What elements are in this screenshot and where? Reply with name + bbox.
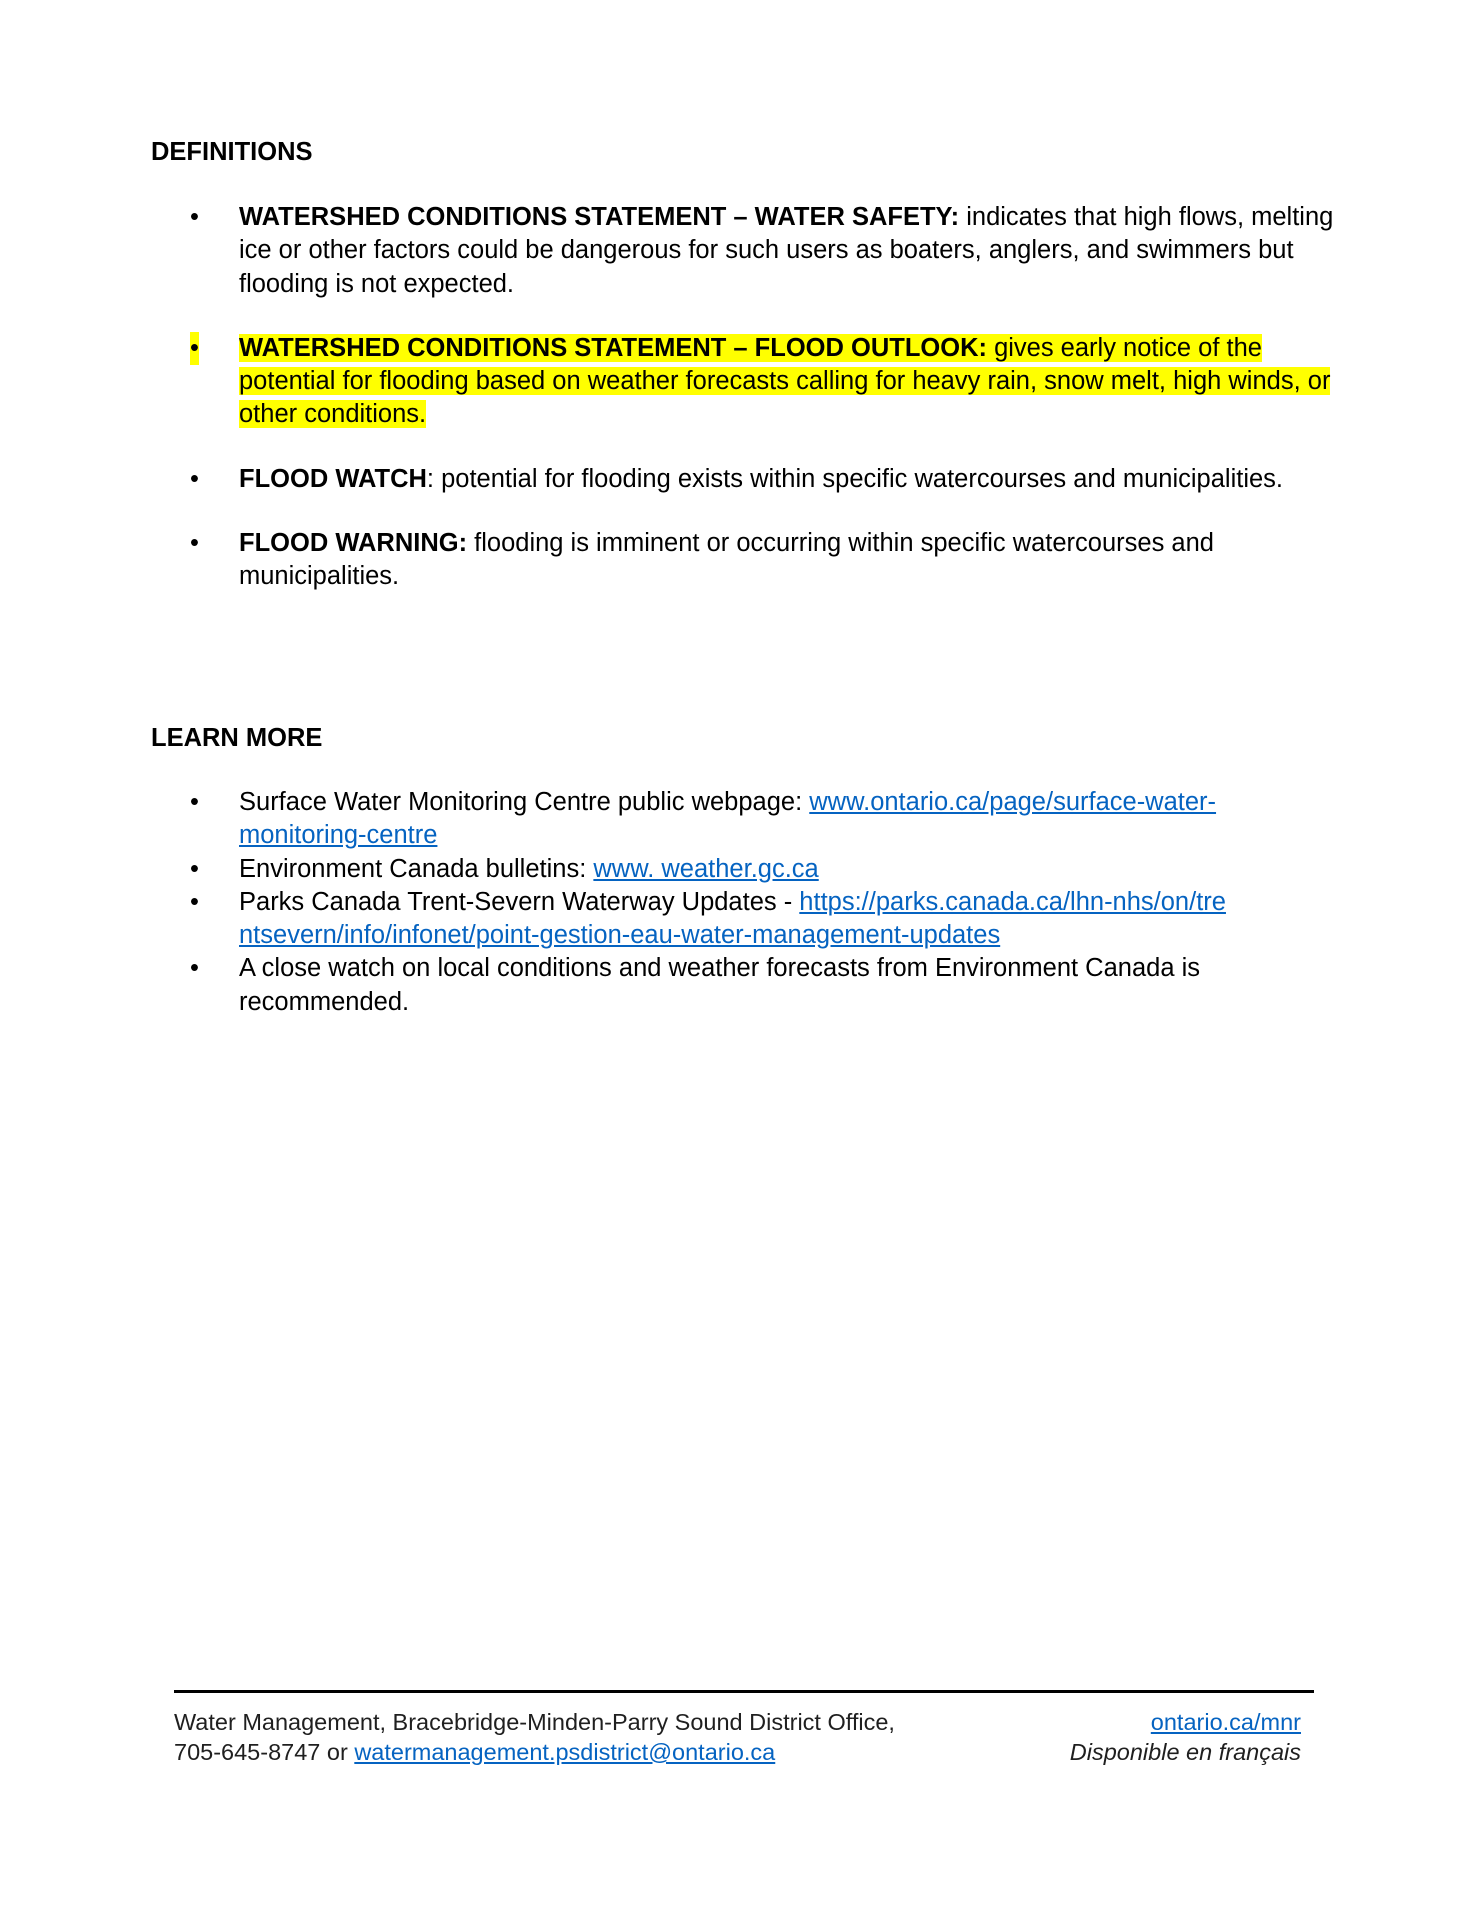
learn-more-text: A close watch on local conditions and weather forecasts from Environment Canada is recommended. [239, 954, 1201, 1016]
bullet-icon: • [190, 332, 199, 365]
footer-office: Water Management, Bracebridge-Minden-Parry Sound District Office, [174, 1709, 895, 1735]
parks-canada-link[interactable]: https://parks.canada.ca/lhn-nhs/on/trentsevern/info/infonet/point-gestion-eau-water-management-updates [239, 887, 1226, 950]
footer-site [1070, 1707, 1301, 1767]
definition-item-flood-outlook [151, 332, 1341, 432]
learn-more-text: Parks Canada Trent-Severn Waterway Updates - [239, 887, 800, 916]
definition-item-flood-watch [151, 463, 1341, 496]
bullet-icon: • [190, 887, 199, 916]
weather-gc-link[interactable]: www. weather.gc.ca [593, 854, 819, 883]
learn-more-text: Environment Canada bulletins: [239, 854, 594, 883]
definition-term: FLOOD WARNING: [239, 529, 468, 558]
footer-divider [174, 1690, 1314, 1693]
definition-item-water-safety [151, 201, 1341, 301]
footer-phone: 705-645-8747 or [174, 1739, 355, 1765]
footer-french-note: Disponible en français [1069, 1739, 1301, 1765]
footer-phone-line [174, 1737, 895, 1767]
bullet-icon: • [190, 529, 199, 558]
learn-more-heading: LEARN MORE [151, 724, 323, 752]
definition-item-flood-warning [151, 527, 1341, 594]
bullet-icon: • [190, 464, 199, 493]
bullet-icon: • [190, 203, 199, 231]
definitions-list [151, 201, 1341, 625]
swmc-webpage-link[interactable]: www.ontario.ca/page/surface-water-monitoring-centre [239, 788, 1217, 850]
bullet-icon: • [190, 954, 199, 983]
definition-term: FLOOD WATCH [239, 464, 427, 493]
definition-term: WATERSHED CONDITIONS STATEMENT – FLOOD OUTLOOK: [239, 333, 987, 362]
learn-more-item-close-watch [151, 952, 1341, 1019]
learn-more-text: Surface Water Monitoring Centre public webpage: [239, 788, 810, 816]
definition-text: : potential for flooding exists within specific watercourses and municipalities. [426, 464, 1284, 493]
learn-more-item-env-canada [151, 853, 1341, 886]
footer-contact [174, 1707, 895, 1767]
learn-more-item-swmc [151, 786, 1341, 853]
learn-more-list [151, 786, 1341, 1019]
definition-text: indicates that high flows, melting ice or other factors could be dangerous for such users as boaters, anglers, and swimmers but flooding is not expected. [239, 203, 1334, 298]
footer-email-link[interactable]: watermanagement.psdistrict@ontario.ca [354, 1739, 776, 1765]
definition-text: flooding is imminent or occurring within specific watercourses and municipalities. [239, 529, 1214, 591]
learn-more-item-parks-canada [151, 886, 1341, 953]
ontario-mnr-link[interactable]: ontario.ca/mnr [1150, 1709, 1301, 1735]
definition-term: WATERSHED CONDITIONS STATEMENT – WATER SAFETY: [239, 203, 960, 231]
definition-text: gives early notice of the potential for flooding based on weather forecasts calling for heavy rain, snow melt, high winds, or other conditions. [239, 333, 1331, 429]
bullet-icon: • [190, 854, 199, 883]
bullet-icon: • [190, 788, 199, 816]
definitions-heading: DEFINITIONS [151, 138, 313, 166]
